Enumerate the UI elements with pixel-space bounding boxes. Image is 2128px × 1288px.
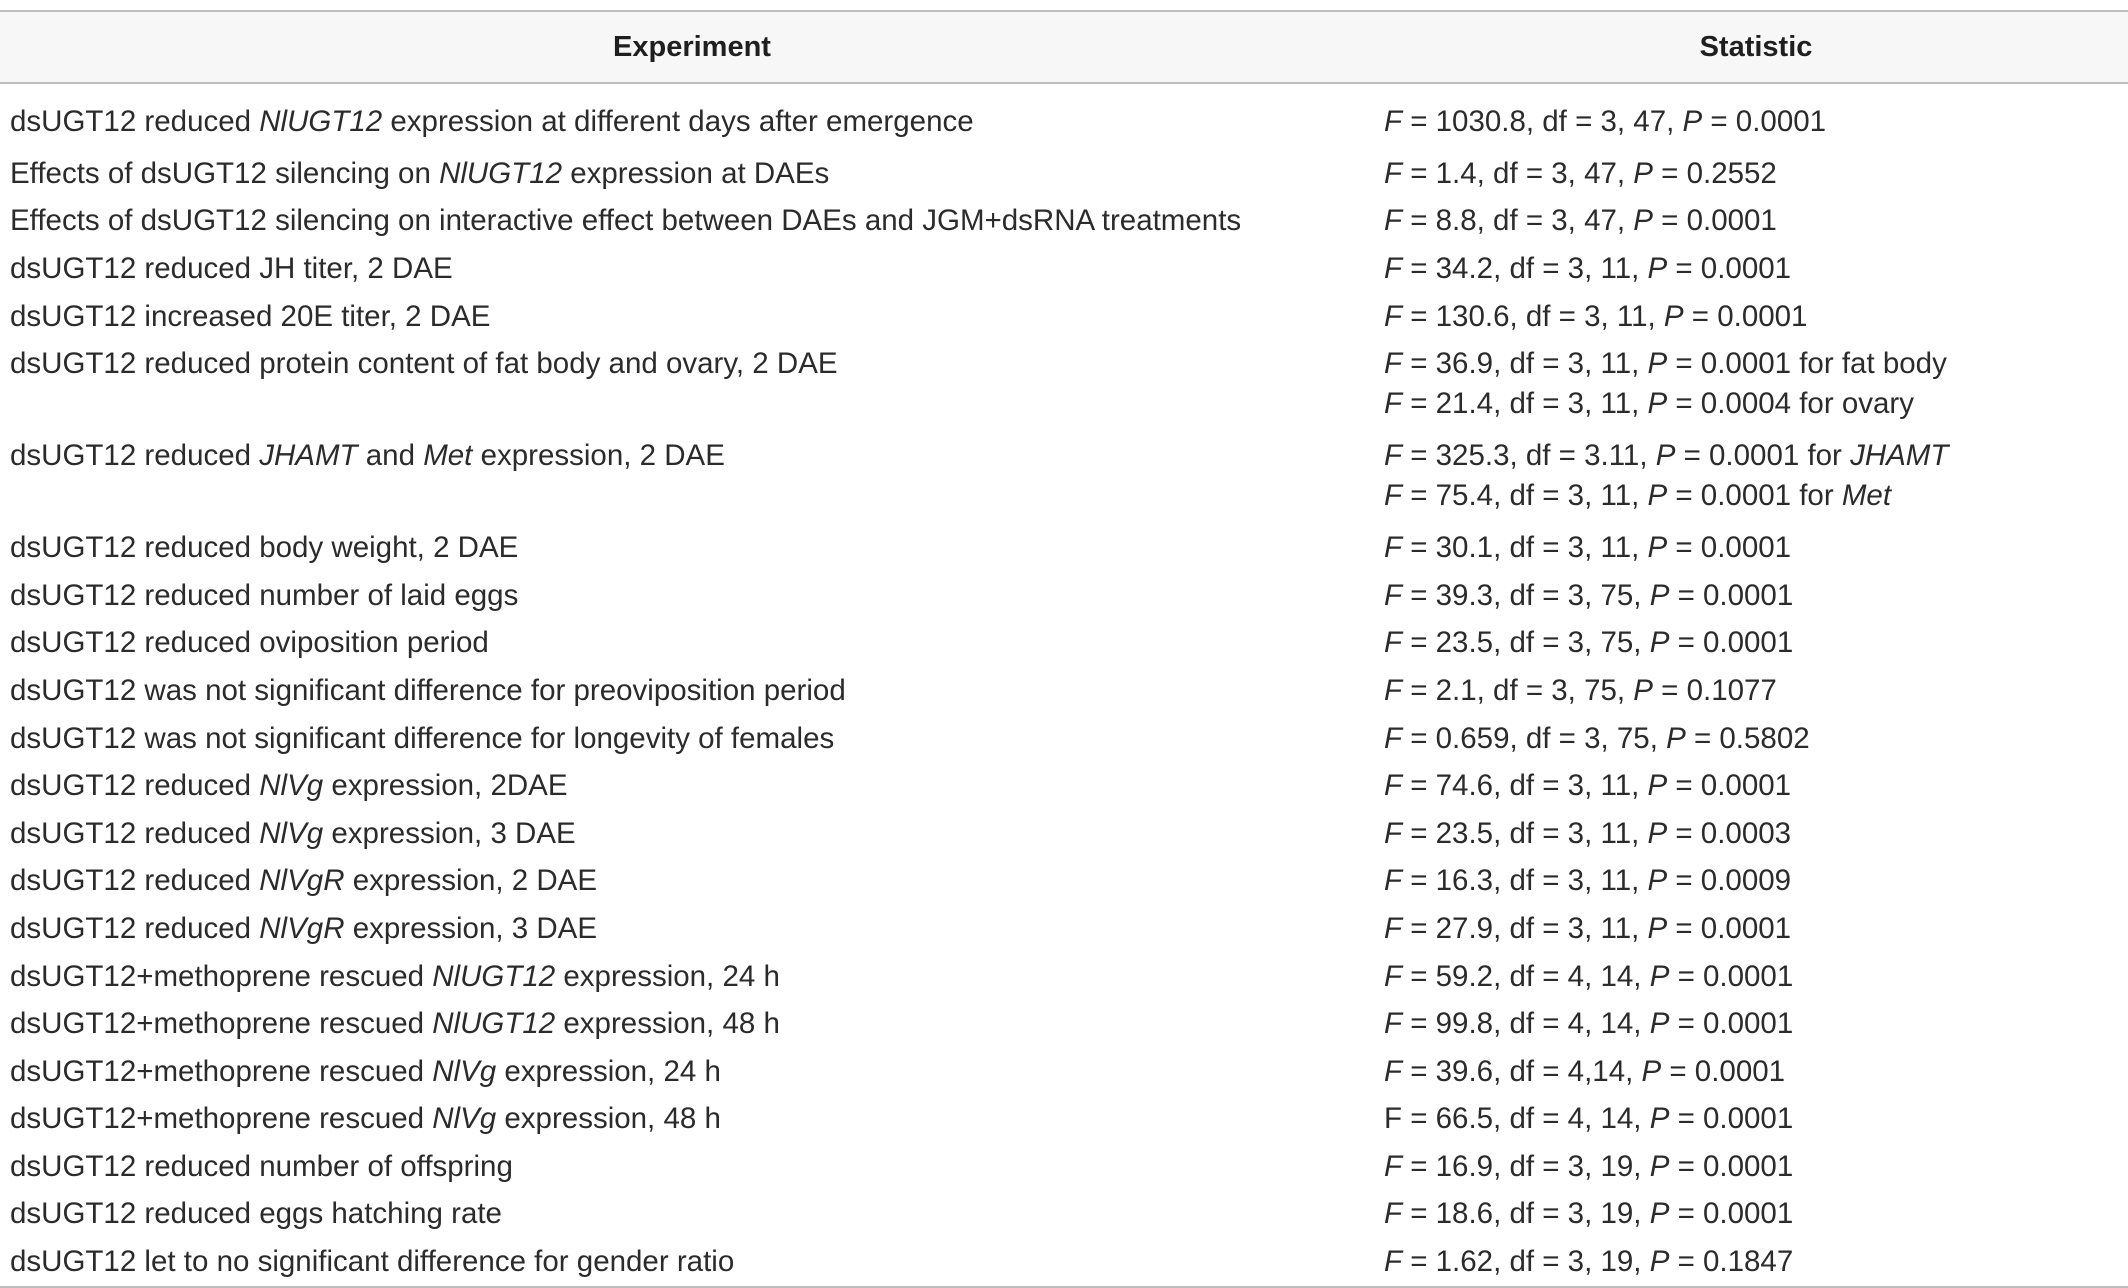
text-segment: = 0.0001 [1669,1007,1794,1041]
text-segment: dsUGT12 reduced number of offspring [10,1149,513,1183]
text-segment: = 39.3, df = 3, 75, [1402,578,1650,612]
text-segment: dsUGT12+methoprene rescued [10,959,433,993]
text-segment: dsUGT12 reduced [10,769,260,803]
statistic-cell [1374,432,2128,524]
text-segment: = 0.0001 [1667,251,1792,285]
italic-text: P [1647,911,1668,945]
italic-text: F [1384,959,1403,993]
italic-text: Met [423,439,473,473]
statistics-table [0,10,2128,1288]
text-segment: = 30.1, df = 3, 11, [1402,531,1648,565]
text-segment: = 0.5802 [1685,721,1810,755]
text-segment: = 2.1, df = 3, 75, [1402,673,1634,707]
italic-text: NlVg [259,769,324,803]
header-row [0,11,2128,83]
statistic-cell [1374,1000,2128,1048]
italic-text: Met [1841,479,1892,513]
text-segment: expression, 3 DAE [323,816,576,850]
statistic-cell [1374,1096,2128,1144]
text-segment: = 0.1077 [1652,673,1777,707]
italic-text: F [1384,347,1403,381]
experiment-cell [0,1096,1374,1144]
text-segment: dsUGT12+methoprene rescued [10,1007,433,1041]
text-segment: = 0.0001 [1667,531,1792,565]
table-row [0,715,2128,763]
italic-text: P [1647,864,1668,898]
statistic-line [1384,1007,1793,1040]
italic-text: NlVgR [259,864,345,898]
italic-text: F [1384,479,1403,513]
italic-text: F [1384,105,1403,138]
italic-text: F [1384,911,1403,945]
statistic-cell [1374,198,2128,246]
italic-text: NlUGT12 [432,959,556,993]
table-row [0,432,2128,524]
experiment-cell [0,762,1374,810]
table-row [0,1143,2128,1191]
text-segment: expression, 2DAE [323,769,568,803]
text-segment: = 23.5, df = 3, 75, [1402,626,1650,660]
experiment-cell [0,524,1374,572]
statistic-line [1384,1102,1793,1135]
text-segment: Effects of dsUGT12 silencing on interactive effect between DAEs and JGM+dsRNA treatments [10,204,1242,238]
experiment-cell [0,83,1374,150]
italic-text: NlVg [259,816,324,850]
statistic-cell [1374,150,2128,198]
statistic-line [1384,626,1793,659]
text-segment: = 0.0001 [1669,1149,1794,1183]
italic-text: P [1649,959,1670,993]
italic-text: P [1682,105,1703,138]
text-segment: dsUGT12 was not significant difference for preoviposition period [10,673,846,707]
italic-text: F [1384,204,1403,238]
text-segment: = 0.659, df = 3, 75, [1402,721,1667,755]
italic-text: P [1633,673,1653,707]
italic-text: F [1384,439,1403,473]
experiment-cell [0,1238,1374,1287]
text-segment: = 1.4, df = 3, 47, [1402,156,1634,190]
italic-text: P [1649,578,1670,612]
italic-text: P [1647,387,1668,421]
text-segment: = 0.0001 [1667,769,1792,803]
text-segment: = 0.0001 for [1667,479,1842,513]
experiment-cell [0,572,1374,620]
italic-text: F [1384,769,1403,803]
italic-text: NlUGT12 [432,1007,556,1041]
experiment-cell [0,1143,1374,1191]
text-segment: dsUGT12 let to no significant difference for gender ratio [10,1245,735,1279]
italic-text: F [1384,1197,1403,1231]
table-body [0,83,2128,1287]
statistic-line [1384,204,1777,237]
table-row [0,1238,2128,1287]
italic-text: JHAMT [1850,439,1949,473]
text-segment: dsUGT12 was not significant difference for longevity of females [10,721,835,755]
italic-text: F [1384,1149,1403,1183]
table-row [0,905,2128,953]
table-row [0,858,2128,906]
table-row [0,524,2128,572]
statistic-line [1384,252,1791,285]
text-segment: expression, 3 DAE [344,911,598,945]
text-segment: and [357,439,424,473]
table-row [0,810,2128,858]
italic-text: P [1647,816,1668,850]
table-row [0,245,2128,293]
column-header-statistic: Statistic [1374,11,2128,83]
text-segment: dsUGT12 reduced [10,864,260,898]
italic-text: P [1649,1197,1670,1231]
statistic-line [1384,476,2128,516]
experiment-cell [0,1048,1374,1096]
table-row [0,150,2128,198]
text-segment: = 18.6, df = 3, 19, [1402,1197,1650,1231]
table-row [0,1096,2128,1144]
statistic-line [1384,157,1777,190]
statistic-cell [1374,1048,2128,1096]
statistic-cell [1374,524,2128,572]
statistic-line [1384,579,1793,612]
text-segment: = 74.6, df = 3, 11, [1402,769,1648,803]
text-segment: dsUGT12 reduced body weight, 2 DAE [10,531,519,565]
text-segment: = 16.9, df = 3, 19, [1402,1149,1650,1183]
text-segment: = 0.0009 [1667,864,1792,898]
table-row [0,953,2128,1001]
italic-text: P [1663,299,1684,333]
text-segment: dsUGT12 reduced JH titer, 2 DAE [10,251,453,285]
text-segment: expression, 2 DAE [344,864,598,898]
experiment-cell [0,667,1374,715]
text-segment: = 8.8, df = 3, 47, [1402,204,1634,238]
experiment-cell [0,198,1374,246]
text-segment: = 99.8, df = 4, 14, [1402,1007,1650,1041]
text-segment: = 36.9, df = 3, 11, [1402,347,1648,381]
italic-text: F [1384,251,1403,285]
text-segment: dsUGT12 reduced oviposition period [10,626,489,660]
column-header-experiment: Experiment [0,11,1374,83]
experiment-cell [0,905,1374,953]
italic-text: F [1384,673,1403,707]
italic-text: JHAMT [259,439,358,473]
statistic-line [1384,105,1826,138]
text-segment: = 0.0003 [1667,816,1792,850]
italic-text: P [1649,1007,1670,1041]
statistic-line [1384,531,1791,564]
statistic-cell [1374,858,2128,906]
italic-text: F [1384,387,1403,421]
italic-text: NlVg [432,1054,497,1088]
text-segment: expression at DAEs [562,156,830,190]
text-segment: dsUGT12+methoprene rescued [10,1054,433,1088]
text-segment: = 0.0004 for ovary [1667,387,1914,421]
table-row [0,762,2128,810]
text-segment: = 0.0001 [1683,299,1808,333]
statistic-line [1384,912,1791,945]
text-segment: dsUGT12 reduced eggs hatching rate [10,1197,502,1231]
text-segment: dsUGT12 reduced protein content of fat body and ovary, 2 DAE [10,347,838,381]
italic-text: P [1666,721,1686,755]
table-row [0,340,2128,432]
statistic-line [1384,674,1777,707]
italic-text: P [1647,347,1668,381]
italic-text: P [1649,1149,1670,1183]
text-segment: dsUGT12 reduced [10,816,260,850]
experiment-cell [0,715,1374,763]
text-segment: expression, 48 h [496,1102,721,1136]
italic-text: F [1384,1007,1403,1041]
experiment-cell [0,810,1374,858]
italic-text: P [1647,479,1668,513]
experiment-cell [0,150,1374,198]
italic-text: F [1384,864,1403,898]
experiment-cell [0,1191,1374,1239]
statistic-cell [1374,620,2128,668]
statistic-line [1384,864,1791,897]
italic-text: F [1384,721,1403,755]
italic-text: P [1649,626,1670,660]
statistic-cell [1374,762,2128,810]
italic-text: P [1633,156,1653,190]
table-row [0,1191,2128,1239]
statistic-line [1384,1150,1793,1183]
text-segment: = 0.2552 [1652,156,1777,190]
statistic-line [1384,1245,1793,1278]
text-segment: = 325.3, df = 3.11, [1402,439,1656,473]
statistic-line [1384,300,1807,333]
italic-text: F [1384,1245,1403,1279]
italic-text: P [1655,439,1676,473]
italic-text: NlVgR [259,911,345,945]
statistic-line [1384,344,2128,384]
statistic-line [1384,817,1791,850]
text-segment: = 34.2, df = 3, 11, [1402,251,1648,285]
text-segment: dsUGT12 reduced [10,439,260,473]
italic-text: P [1647,251,1668,285]
statistic-line [1384,960,1793,993]
text-segment: dsUGT12 increased 20E titer, 2 DAE [10,299,491,333]
statistic-line [1384,769,1791,802]
statistic-cell [1374,572,2128,620]
table-row [0,572,2128,620]
text-segment: = 16.3, df = 3, 11, [1402,864,1648,898]
table-header [0,11,2128,83]
italic-text: P [1649,1102,1670,1136]
table-row [0,293,2128,341]
text-segment: = 0.0001 [1669,1197,1794,1231]
text-segment: = 23.5, df = 3, 11, [1402,816,1648,850]
text-segment: = 1.62, df = 3, 19, [1402,1245,1650,1279]
statistic-line [1384,1197,1793,1230]
experiment-cell [0,620,1374,668]
statistic-cell [1374,293,2128,341]
experiment-cell [0,1000,1374,1048]
italic-text: P [1633,204,1653,238]
statistic-cell [1374,715,2128,763]
statistic-cell [1374,953,2128,1001]
text-segment: dsUGT12 reduced [10,105,260,138]
experiment-cell [0,245,1374,293]
experiment-cell [0,953,1374,1001]
statistic-line [1384,722,1810,755]
text-segment: = 75.4, df = 3, 11, [1402,479,1648,513]
statistic-cell [1374,1191,2128,1239]
statistic-cell [1374,1143,2128,1191]
experiment-cell [0,858,1374,906]
text-segment: = 0.0001 [1669,626,1794,660]
statistic-line [1384,436,2128,476]
experiment-cell [0,432,1374,524]
text-segment: F = 66.5, df = 4, 14, [1384,1102,1650,1136]
text-segment: Effects of dsUGT12 silencing on [10,156,440,190]
experiment-cell [0,340,1374,432]
italic-text: F [1384,299,1403,333]
text-segment: dsUGT12 reduced [10,911,260,945]
text-segment: expression, 48 h [555,1007,780,1041]
table-row [0,198,2128,246]
text-segment: dsUGT12 reduced number of laid eggs [10,578,519,612]
text-segment: = 0.0001 [1661,1054,1786,1088]
experiment-cell [0,293,1374,341]
text-segment: = 1030.8, df = 3, 47, [1402,105,1683,138]
italic-text: P [1641,1054,1662,1088]
italic-text: NlUGT12 [259,105,383,138]
text-segment: expression, 24 h [555,959,780,993]
text-segment: = 0.0001 for [1675,439,1851,473]
text-segment: expression, 2 DAE [472,439,725,473]
text-segment: = 0.0001 [1669,1102,1794,1136]
statistic-line [1384,1055,1785,1088]
statistic-cell [1374,340,2128,432]
text-segment: = 21.4, df = 3, 11, [1402,387,1648,421]
italic-text: F [1384,626,1403,660]
italic-text: NlUGT12 [439,156,563,190]
text-segment: = 59.2, df = 4, 14, [1402,959,1650,993]
text-segment: = 27.9, df = 3, 11, [1402,911,1648,945]
statistic-cell [1374,905,2128,953]
italic-text: F [1384,156,1403,190]
text-segment: = 0.0001 [1669,578,1794,612]
text-segment: = 130.6, df = 3, 11, [1402,299,1664,333]
text-segment: dsUGT12+methoprene rescued [10,1102,433,1136]
table-row [0,667,2128,715]
text-segment: = 0.0001 [1669,959,1794,993]
text-segment: = 39.6, df = 4,14, [1402,1054,1642,1088]
italic-text: P [1649,1245,1670,1279]
italic-text: F [1384,531,1403,565]
statistic-cell [1374,1238,2128,1287]
statistic-cell [1374,810,2128,858]
statistic-line [1384,384,2128,424]
table-row [0,1048,2128,1096]
italic-text: P [1647,769,1668,803]
table-row [0,1000,2128,1048]
statistic-cell [1374,83,2128,150]
text-segment: = 0.0001 for fat body [1667,347,1947,381]
text-segment: = 0.0001 [1667,911,1792,945]
statistic-cell [1374,245,2128,293]
italic-text: P [1647,531,1668,565]
table-row [0,83,2128,150]
text-segment: = 0.0001 [1652,204,1777,238]
table-row [0,620,2128,668]
text-segment: = 0.0001 [1702,105,1827,138]
italic-text: F [1384,1054,1403,1088]
text-segment: expression, 24 h [496,1054,721,1088]
text-segment: = 0.1847 [1669,1245,1794,1279]
italic-text: F [1384,816,1403,850]
italic-text: NlVg [432,1102,497,1136]
statistic-cell [1374,667,2128,715]
italic-text: F [1384,578,1403,612]
text-segment: expression at different days after emergence [382,105,974,138]
